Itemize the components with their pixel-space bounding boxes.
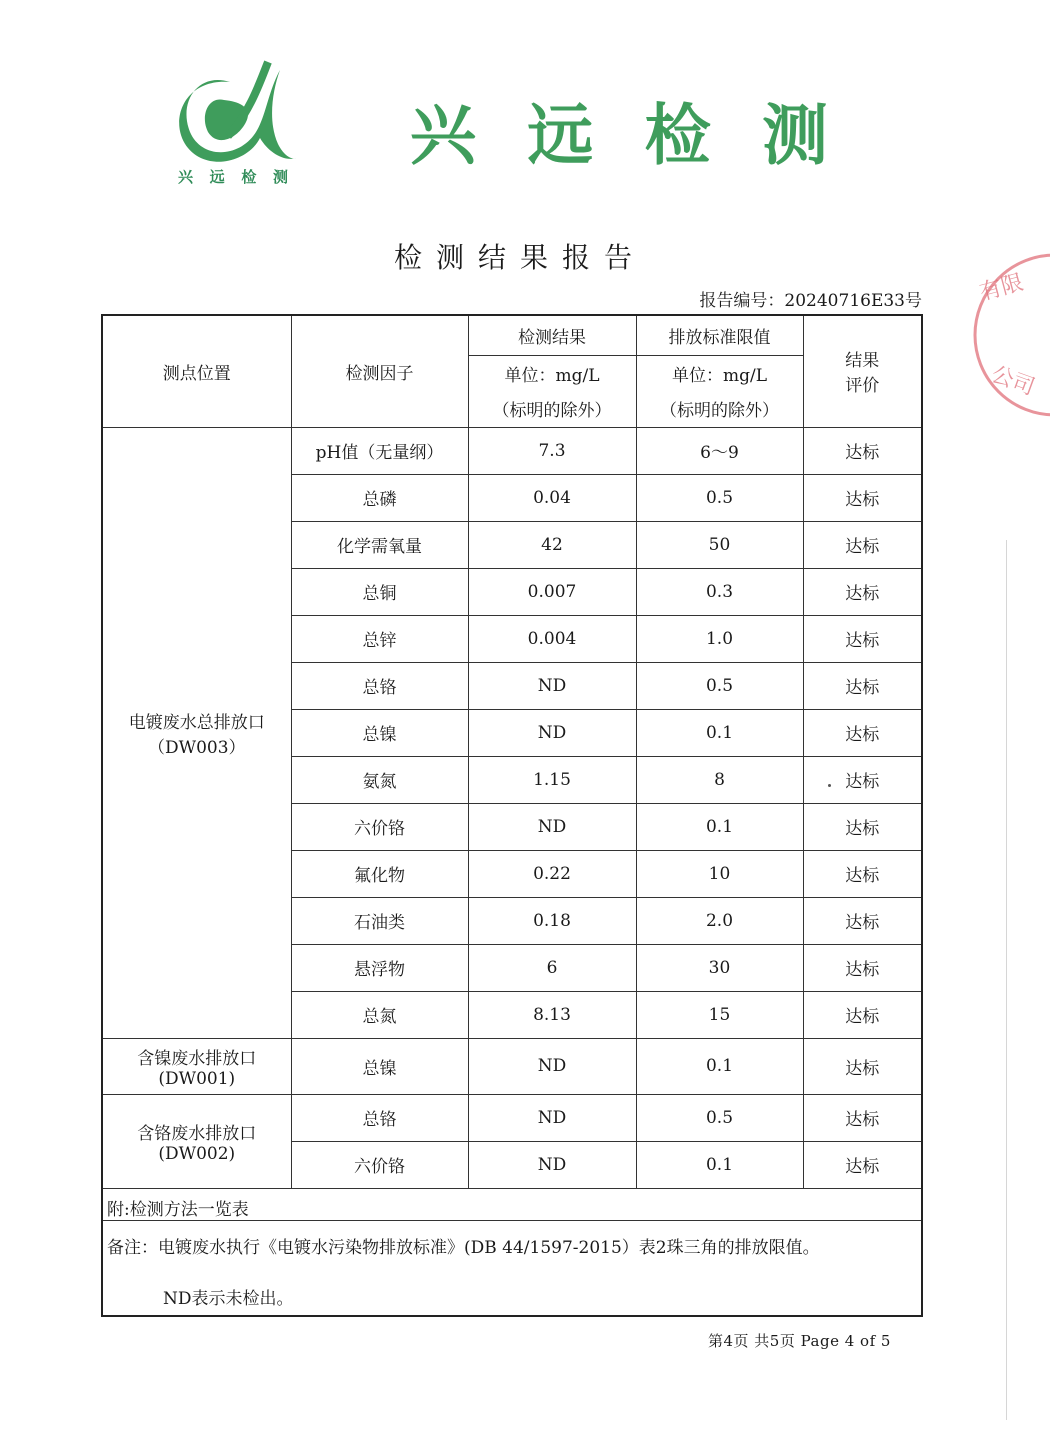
- limit-cell: 6～9: [636, 427, 803, 474]
- limit-cell: 0.3: [636, 568, 803, 615]
- page-title: 检测结果报告: [393, 241, 646, 274]
- svg-text:有限: 有限: [977, 270, 1027, 306]
- factor-cell: 化学需氧量: [291, 521, 468, 568]
- limit-cell: 8: [636, 756, 803, 803]
- factor-cell: 六价铬: [291, 803, 468, 850]
- result-cell: 42: [468, 521, 636, 568]
- limit-cell: 0.1: [636, 709, 803, 756]
- evaluation-cell: 达标: [803, 1141, 922, 1188]
- svg-text:公司: 公司: [987, 362, 1038, 401]
- evaluation-cell: 达标: [803, 944, 922, 991]
- appendix-text: 附:检测方法一览表: [102, 1188, 922, 1220]
- seal-stamp: [960, 240, 1050, 430]
- limit-cell: 1.0: [636, 615, 803, 662]
- header-limit: 排放标准限值: [636, 315, 803, 355]
- factor-cell: 氨氮: [291, 756, 468, 803]
- header-result-unit: 单位：mg/L: [468, 355, 636, 391]
- limit-cell: 0.1: [636, 1038, 803, 1094]
- factor-cell: 总镍: [291, 1038, 468, 1094]
- limit-cell: 15: [636, 991, 803, 1038]
- header-result: 检测结果: [468, 315, 636, 355]
- evaluation-cell: 达标: [803, 521, 922, 568]
- limit-cell: 0.5: [636, 1094, 803, 1141]
- evaluation-cell: 达标: [803, 427, 922, 474]
- result-cell: ND: [468, 662, 636, 709]
- factor-cell: 总铬: [291, 1094, 468, 1141]
- location-cell: 电镀废水总排放口 （DW003）: [102, 427, 291, 1038]
- header-evaluation: 结果 评价: [803, 315, 922, 427]
- limit-cell: 0.5: [636, 662, 803, 709]
- result-cell: ND: [468, 1038, 636, 1094]
- brand-title: 兴 远 检 测: [410, 96, 830, 174]
- header-limit-note: （标明的除外）: [636, 391, 803, 427]
- factor-cell: 总铜: [291, 568, 468, 615]
- evaluation-cell: 达标: [803, 1038, 922, 1094]
- result-cell: 0.007: [468, 568, 636, 615]
- factor-cell: 六价铬: [291, 1141, 468, 1188]
- limit-cell: 0.5: [636, 474, 803, 521]
- result-cell: 0.22: [468, 850, 636, 897]
- factor-cell: 总铬: [291, 662, 468, 709]
- logo-caption: 兴 远 检 测: [178, 168, 288, 186]
- factor-cell: 总磷: [291, 474, 468, 521]
- result-cell: ND: [468, 709, 636, 756]
- limit-cell: 2.0: [636, 897, 803, 944]
- factor-cell: 氟化物: [291, 850, 468, 897]
- remark-row: [102, 1220, 922, 1316]
- result-cell: 0.18: [468, 897, 636, 944]
- page-edge-line: [1006, 540, 1007, 1420]
- header-row: [102, 315, 922, 355]
- limit-cell: 50: [636, 521, 803, 568]
- factor-cell: 总镍: [291, 709, 468, 756]
- header-limit-unit: 单位：mg/L: [636, 355, 803, 391]
- table-row: [102, 427, 922, 474]
- evaluation-cell: 达标: [803, 662, 922, 709]
- header-result-note: （标明的除外）: [468, 391, 636, 427]
- location-cell: 含铬废水排放口 (DW002): [102, 1094, 291, 1188]
- report-number: 报告编号：20240716E33号: [699, 291, 922, 311]
- limit-cell: 10: [636, 850, 803, 897]
- remark-line-2: ND表示未检出。: [163, 1288, 294, 1309]
- factor-cell: 石油类: [291, 897, 468, 944]
- evaluation-cell: 达标: [803, 897, 922, 944]
- result-cell: 0.04: [468, 474, 636, 521]
- evaluation-cell: 达标: [803, 1094, 922, 1141]
- remark-line-1: 备注：电镀废水执行《电镀水污染物排放标准》(DB 44/1597-2015）表2珠三角的排放限值。: [107, 1237, 820, 1258]
- results-table: [101, 314, 923, 1317]
- evaluation-cell: 达标: [803, 568, 922, 615]
- result-cell: 6: [468, 944, 636, 991]
- location-cell: 含镍废水排放口 (DW001): [102, 1038, 291, 1094]
- evaluation-cell: 达标: [803, 991, 922, 1038]
- speck: [828, 784, 831, 787]
- limit-cell: 30: [636, 944, 803, 991]
- remark-cell: [102, 1220, 922, 1316]
- header-factor: 检测因子: [291, 315, 468, 427]
- page-footer: 第4页 共5页 Page 4 of 5: [708, 1332, 891, 1350]
- evaluation-cell: 达标: [803, 709, 922, 756]
- evaluation-cell: 达标: [803, 474, 922, 521]
- table-row: [102, 1094, 922, 1141]
- limit-cell: 0.1: [636, 1141, 803, 1188]
- table-row: [102, 1038, 922, 1094]
- evaluation-cell: 达标: [803, 803, 922, 850]
- factor-cell: 总锌: [291, 615, 468, 662]
- result-cell: 1.15: [468, 756, 636, 803]
- factor-cell: pH值（无量纲）: [291, 427, 468, 474]
- evaluation-cell: 达标: [803, 615, 922, 662]
- evaluation-cell: 达标: [803, 850, 922, 897]
- result-cell: ND: [468, 803, 636, 850]
- header-location: 测点位置: [102, 315, 291, 427]
- limit-cell: 0.1: [636, 803, 803, 850]
- factor-cell: 总氮: [291, 991, 468, 1038]
- result-cell: 0.004: [468, 615, 636, 662]
- factor-cell: 悬浮物: [291, 944, 468, 991]
- result-cell: ND: [468, 1094, 636, 1141]
- evaluation-cell: 达标: [803, 756, 922, 803]
- result-cell: ND: [468, 1141, 636, 1188]
- result-cell: 8.13: [468, 991, 636, 1038]
- result-cell: 7.3: [468, 427, 636, 474]
- appendix-row: [102, 1188, 922, 1220]
